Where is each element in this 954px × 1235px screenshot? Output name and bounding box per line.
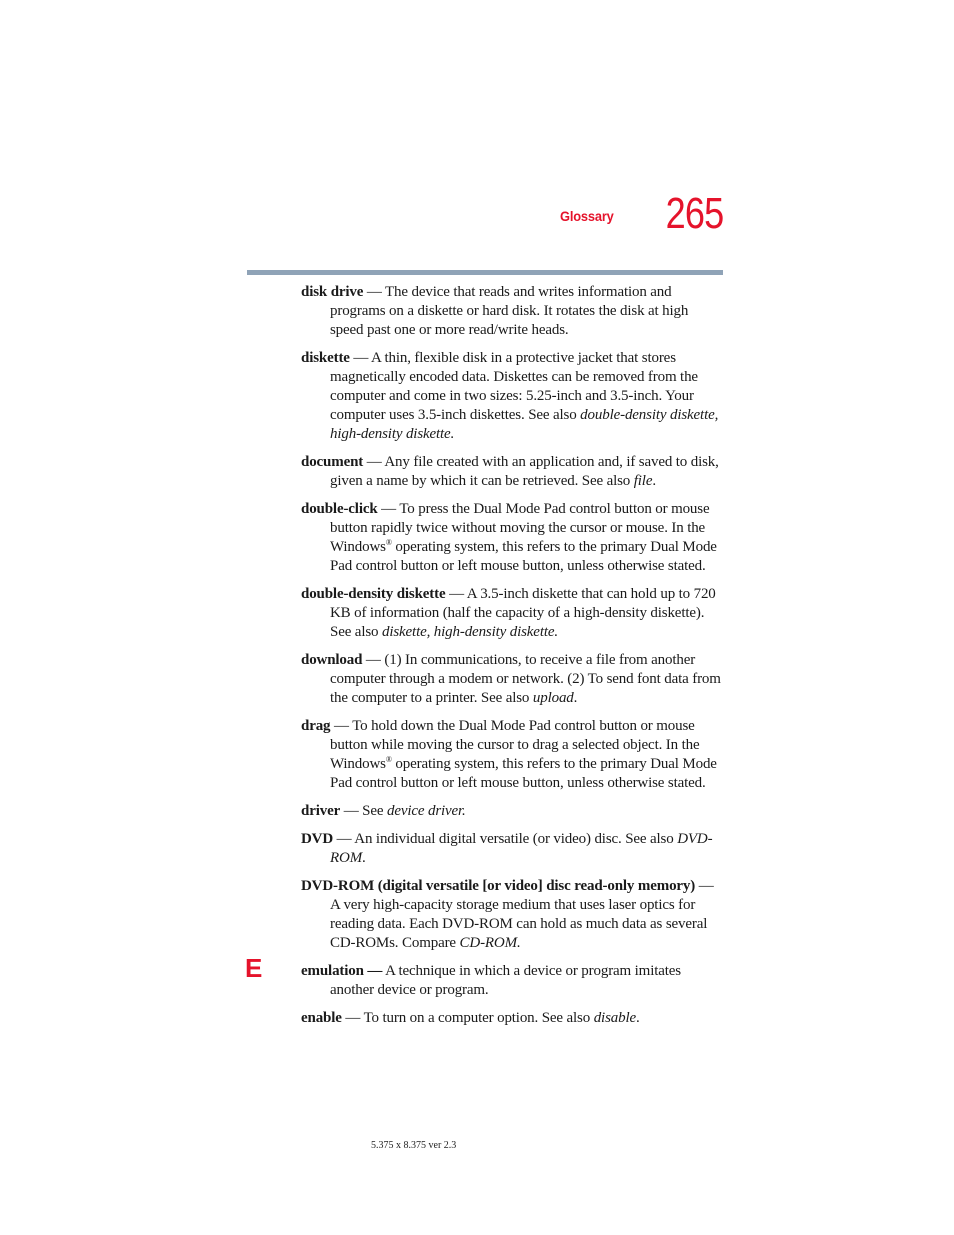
- registered-mark: ®: [385, 538, 392, 547]
- section-letter-tab: E: [245, 953, 263, 983]
- entry-definition: See: [362, 803, 387, 819]
- entry-definition: A very high-capacity storage medium that uses laser optics for reading data. Each DVD-ROM can hold as much data as several CD-ROMs. Compare: [330, 897, 708, 951]
- entry-cross-reference: upload: [532, 690, 574, 706]
- entry-definition: (1) In communications, to receive a file from another computer through a modem or network. (2) To send font data from the computer to a printer. See also: [330, 652, 721, 706]
- entry-separator: —: [340, 803, 363, 819]
- entry-cross-reference: CD-ROM.: [459, 935, 521, 951]
- page-number: 265: [665, 189, 723, 238]
- entry-separator: —: [333, 831, 355, 847]
- entry-separator: —: [695, 878, 714, 894]
- entry-definition: An individual digital versatile (or video) disc. See also: [354, 831, 678, 847]
- glossary-entries: [301, 283, 721, 1037]
- entry-cross-reference: diskette, high-density diskette.: [381, 624, 558, 640]
- entry-term: disk drive: [301, 284, 364, 300]
- glossary-entry: [301, 830, 721, 868]
- entry-cross-reference: file: [633, 473, 653, 489]
- registered-mark: ®: [385, 755, 392, 764]
- entry-term: diskette: [301, 350, 350, 366]
- entry-separator: —: [341, 1010, 364, 1026]
- entry-cross-reference: device driver.: [386, 803, 466, 819]
- entry-tail: .: [573, 690, 578, 706]
- entry-definition: A technique in which a device or program imitates another device or program.: [330, 963, 681, 998]
- entry-term: double-click: [301, 501, 378, 517]
- entry-definition: A 3.5-inch diskette that can hold up to 720 KB of information (half the capacity of a high-density diskette). See also: [330, 586, 716, 640]
- entry-cross-reference: double-density diskette, high-density diskette.: [330, 407, 719, 442]
- glossary-entry: [301, 349, 721, 444]
- entry-definition: To hold down the Dual Mode Pad control button or mouse button while moving the cursor to drag a selected object. In the Windows: [330, 718, 700, 772]
- glossary-entry: [301, 500, 721, 576]
- glossary-entry: [301, 585, 721, 642]
- entry-tail: .: [362, 850, 366, 866]
- entry-definition-continued: operating system, this refers to the primary Dual Mode Pad control button or left mouse button, unless otherwise stated.: [330, 539, 717, 574]
- entry-definition: To press the Dual Mode Pad control button or mouse button rapidly twice without moving the cursor or mouse. In the Windows: [330, 501, 710, 555]
- entry-definition: The device that reads and writes information and programs on a diskette or hard disk. It rotates the disk at high speed past one or more read/write heads.: [330, 284, 689, 338]
- entry-term: DVD-ROM (digital versatile [or video] disc read-only memory): [301, 878, 696, 894]
- entry-definition-continued: operating system, this refers to the primary Dual Mode Pad control button or left mouse button, unless otherwise stated.: [330, 756, 717, 791]
- glossary-entry: [301, 962, 721, 1000]
- entry-term: driver: [301, 803, 341, 819]
- entry-definition: A thin, flexible disk in a protective jacket that stores magnetically encoded data. Diskettes can be removed from the computer and come in two sizes: 5.25-inch and 3.5-inch. Your computer uses 3.5-inch diskettes. See also: [330, 350, 698, 423]
- glossary-entry: [301, 717, 721, 793]
- header-rule: [247, 270, 723, 275]
- glossary-entry: [301, 1009, 721, 1028]
- entry-term: document: [301, 454, 364, 470]
- entry-term: double-density diskette: [301, 586, 446, 602]
- entry-term: drag: [301, 718, 331, 734]
- entry-definition: Any file created with an application and, if saved to disk, given a name by which it can be retrieved. See also: [330, 454, 719, 489]
- entry-separator: —: [445, 586, 467, 602]
- glossary-entry: [301, 283, 721, 340]
- page-footer: 5.375 x 8.375 ver 2.3: [371, 1140, 457, 1151]
- entry-term: emulation —: [301, 963, 383, 979]
- entry-cross-reference: DVD-ROM: [330, 831, 713, 866]
- glossary-entry: [301, 453, 721, 491]
- entry-separator: —: [362, 652, 385, 668]
- entry-definition: To turn on a computer option. See also: [363, 1010, 594, 1026]
- entry-tail: .: [635, 1010, 640, 1026]
- entry-term: DVD: [301, 831, 334, 847]
- entry-separator: —: [363, 454, 385, 470]
- glossary-entry: [301, 877, 721, 953]
- entry-term: enable: [301, 1010, 342, 1026]
- entry-separator: —: [377, 501, 400, 517]
- entry-separator: —: [349, 350, 372, 366]
- glossary-entry: [301, 651, 721, 708]
- entry-separator: —: [330, 718, 353, 734]
- entry-term: download: [301, 652, 363, 668]
- running-header-section: Glossary: [560, 208, 614, 224]
- glossary-entry: [301, 802, 721, 821]
- entry-tail: .: [652, 473, 656, 489]
- entry-cross-reference: disable: [593, 1010, 636, 1026]
- entry-separator: —: [363, 284, 386, 300]
